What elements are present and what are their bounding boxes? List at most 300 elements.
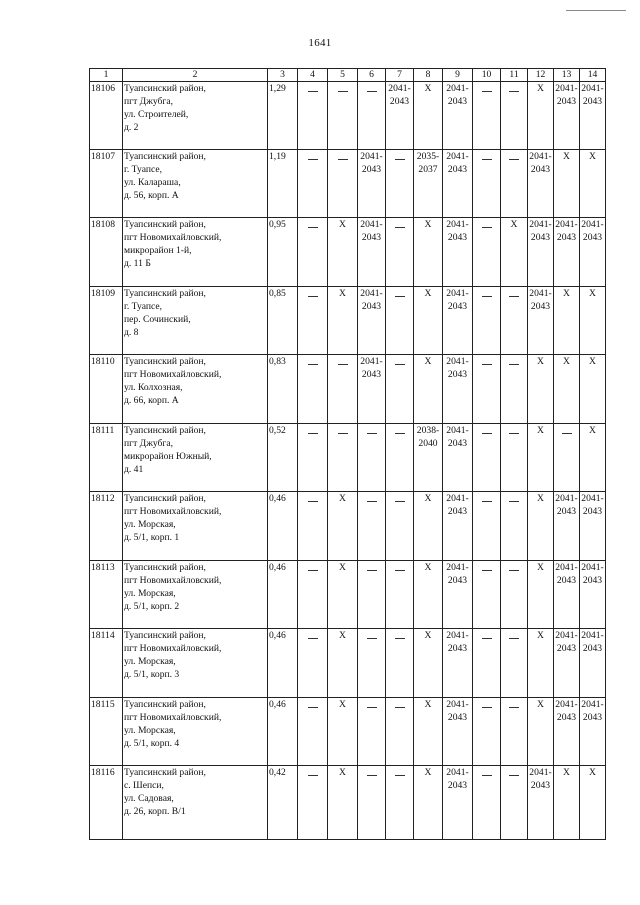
- work-period-cell: [414, 561, 443, 629]
- work-period-cell: [386, 492, 414, 561]
- work-period-cell: [414, 82, 443, 150]
- cell-text: 2043: [556, 575, 577, 586]
- cell-text: 2041-: [360, 356, 383, 367]
- work-period-cell: [443, 492, 473, 561]
- work-period-cell: [473, 766, 501, 840]
- dash-mark: [482, 296, 492, 297]
- cell-text: 2041-: [555, 493, 578, 504]
- work-period-cell: [358, 355, 386, 424]
- cell-text: 2041-: [555, 83, 578, 94]
- dash-mark: [482, 775, 492, 776]
- work-period-cell: [358, 766, 386, 840]
- address-line: ул. Садовая,: [124, 793, 174, 804]
- work-period-cell: [501, 492, 528, 561]
- work-period-cell: [528, 355, 554, 424]
- work-period-cell: [580, 150, 606, 218]
- area-cell: 0,46: [268, 698, 298, 766]
- cell-text: X: [589, 425, 596, 436]
- dash-mark: [395, 364, 405, 365]
- cell-text: 2041-: [446, 699, 469, 710]
- dash-mark: [509, 570, 519, 571]
- work-period-cell: [443, 287, 473, 355]
- work-period-cell: [328, 424, 358, 492]
- cell-text: X: [424, 288, 432, 299]
- address-line: пгт Новомихайловский,: [124, 369, 222, 380]
- dash-mark: [395, 296, 405, 297]
- work-period-cell: [501, 698, 528, 766]
- cell-text: 2043: [556, 712, 577, 723]
- address-line: Туапсинский район,: [124, 493, 206, 504]
- cell-text: X: [537, 356, 544, 367]
- work-period-cell: [386, 629, 414, 698]
- address-cell: [123, 355, 268, 424]
- work-period-cell: [358, 424, 386, 492]
- work-period-cell: [414, 150, 443, 218]
- cell-text: 2041-: [446, 493, 469, 504]
- work-period-cell: [473, 355, 501, 424]
- work-period-cell: [386, 150, 414, 218]
- work-period-cell: [554, 561, 580, 629]
- cell-text: X: [537, 562, 544, 573]
- column-header-1: 1: [90, 69, 123, 82]
- work-period-cell: [358, 82, 386, 150]
- cell-text: 2041-: [446, 425, 469, 436]
- table-row: [90, 492, 606, 561]
- work-period-cell: [443, 698, 473, 766]
- column-header-12: 12: [528, 69, 554, 82]
- cell-text: 2043: [556, 643, 577, 654]
- address-line: д. 2: [124, 122, 139, 133]
- table-row: [90, 82, 606, 150]
- work-period-cell: [298, 218, 328, 287]
- address-line: микрорайон Южный,: [124, 451, 212, 462]
- work-period-cell: [580, 766, 606, 840]
- work-period-cell: [298, 698, 328, 766]
- column-header-6: 6: [358, 69, 386, 82]
- address-line: г. Туапсе,: [124, 164, 162, 175]
- cell-text: 2043: [582, 232, 603, 243]
- cell-text: 2043: [447, 96, 468, 107]
- address-line: Туапсинский район,: [124, 767, 206, 778]
- cell-text: 2043: [556, 232, 577, 243]
- column-header-4: 4: [298, 69, 328, 82]
- address-line: Туапсинский район,: [124, 288, 206, 299]
- area-cell: 0,46: [268, 492, 298, 561]
- address-line: Туапсинский район,: [124, 83, 206, 94]
- cell-text: X: [563, 288, 570, 299]
- cell-text: 2041-: [388, 83, 411, 94]
- work-period-cell: [473, 287, 501, 355]
- dash-mark: [308, 227, 318, 228]
- dash-mark: [367, 638, 377, 639]
- cell-text: 2043: [530, 301, 551, 312]
- cell-text: 2043: [361, 369, 382, 380]
- cell-text: 2041-: [446, 83, 469, 94]
- address-line: ул. Колхозная,: [124, 382, 183, 393]
- row-number: 18106: [90, 82, 123, 150]
- address-line: микрорайон 1-й,: [124, 245, 192, 256]
- work-period-cell: [298, 424, 328, 492]
- work-period-cell: [443, 561, 473, 629]
- table-row: [90, 218, 606, 287]
- cell-text: 2035-: [416, 151, 440, 162]
- address-line: ул. Калараша,: [124, 177, 181, 188]
- work-period-cell: [414, 629, 443, 698]
- table-row: [90, 287, 606, 355]
- column-header-11: 11: [501, 69, 528, 82]
- work-period-cell: [473, 698, 501, 766]
- cell-text: 2043: [361, 232, 382, 243]
- address-line: Туапсинский район,: [124, 219, 206, 230]
- address-line: ул. Морская,: [124, 519, 176, 530]
- work-period-cell: [580, 355, 606, 424]
- work-period-cell: [298, 492, 328, 561]
- work-period-cell: [328, 287, 358, 355]
- work-period-cell: [528, 492, 554, 561]
- cell-text: 2043: [582, 506, 603, 517]
- address-line: пгт Новомихайловский,: [124, 232, 222, 243]
- address-line: д. 5/1, корп. 3: [124, 669, 180, 680]
- work-period-cell: [528, 766, 554, 840]
- cell-text: 2041-: [581, 219, 604, 230]
- cell-text: 2041-: [555, 219, 578, 230]
- work-period-cell: [328, 82, 358, 150]
- column-header-13: 13: [554, 69, 580, 82]
- cell-text: X: [589, 356, 596, 367]
- address-line: Туапсинский район,: [124, 630, 206, 641]
- row-number: 18108: [90, 218, 123, 287]
- cell-text: X: [339, 288, 346, 299]
- work-period-cell: [386, 287, 414, 355]
- work-period-cell: [298, 150, 328, 218]
- work-period-cell: [443, 150, 473, 218]
- work-period-cell: [328, 492, 358, 561]
- work-period-cell: [386, 424, 414, 492]
- dash-mark: [509, 501, 519, 502]
- address-cell: [123, 492, 268, 561]
- cell-text: X: [589, 288, 596, 299]
- work-period-cell: [501, 561, 528, 629]
- cell-text: X: [537, 699, 544, 710]
- cell-text: 2041-: [555, 630, 578, 641]
- cell-text: X: [424, 767, 432, 778]
- work-period-cell: [554, 82, 580, 150]
- cell-text: X: [339, 630, 346, 641]
- cell-text: X: [424, 562, 432, 573]
- work-period-cell: [473, 492, 501, 561]
- work-period-cell: [443, 218, 473, 287]
- cell-text: 2038-: [416, 425, 440, 436]
- cell-text: 2041-: [446, 767, 469, 778]
- dash-mark: [482, 433, 492, 434]
- column-header-8: 8: [414, 69, 443, 82]
- cell-text: 2043: [582, 575, 603, 586]
- dash-mark: [367, 775, 377, 776]
- work-period-cell: [580, 492, 606, 561]
- work-period-cell: [554, 355, 580, 424]
- work-period-cell: [554, 698, 580, 766]
- dash-mark: [509, 364, 519, 365]
- cell-text: 2041-: [529, 767, 552, 778]
- address-line: д. 11 Б: [124, 258, 151, 269]
- dash-mark: [308, 638, 318, 639]
- dash-mark: [308, 433, 318, 434]
- work-period-cell: [328, 150, 358, 218]
- dash-mark: [338, 433, 348, 434]
- work-period-cell: [328, 355, 358, 424]
- dash-mark: [395, 159, 405, 160]
- cell-text: 2043: [582, 643, 603, 654]
- work-period-cell: [501, 218, 528, 287]
- work-period-cell: [554, 492, 580, 561]
- address-line: д. 5/1, корп. 4: [124, 738, 180, 749]
- cell-text: X: [563, 767, 570, 778]
- column-header-14: 14: [580, 69, 606, 82]
- cell-text: X: [537, 425, 544, 436]
- cell-text: 2041-: [360, 151, 383, 162]
- row-number: 18110: [90, 355, 123, 424]
- column-header-2: 2: [123, 69, 268, 82]
- address-cell: [123, 150, 268, 218]
- work-period-cell: [298, 287, 328, 355]
- dash-mark: [338, 91, 348, 92]
- row-number: 18114: [90, 629, 123, 698]
- address-line: г. Туапсе,: [124, 301, 162, 312]
- row-number: 18113: [90, 561, 123, 629]
- top-rule: [566, 10, 626, 11]
- address-cell: [123, 629, 268, 698]
- address-line: ул. Строителей,: [124, 109, 189, 120]
- cell-text: 2043: [582, 96, 603, 107]
- row-number: 18111: [90, 424, 123, 492]
- work-period-cell: [580, 698, 606, 766]
- cell-text: 2041-: [446, 630, 469, 641]
- cell-text: X: [424, 630, 432, 641]
- work-period-cell: [501, 150, 528, 218]
- cell-text: 2041-: [360, 219, 383, 230]
- cell-text: X: [537, 630, 544, 641]
- dash-mark: [395, 638, 405, 639]
- address-cell: [123, 424, 268, 492]
- dash-mark: [482, 364, 492, 365]
- work-period-cell: [554, 766, 580, 840]
- area-cell: 0,46: [268, 561, 298, 629]
- work-period-cell: [298, 355, 328, 424]
- work-period-cell: [501, 355, 528, 424]
- table-row: [90, 698, 606, 766]
- work-period-cell: [501, 766, 528, 840]
- work-period-cell: [528, 218, 554, 287]
- work-period-cell: [328, 766, 358, 840]
- address-line: д. 5/1, корп. 2: [124, 601, 180, 612]
- table-row: [90, 424, 606, 492]
- dash-mark: [509, 707, 519, 708]
- address-line: ул. Морская,: [124, 725, 176, 736]
- work-period-cell: [528, 629, 554, 698]
- cell-text: X: [424, 699, 432, 710]
- area-cell: 0,46: [268, 629, 298, 698]
- work-period-cell: [554, 629, 580, 698]
- work-period-cell: [501, 424, 528, 492]
- dash-mark: [482, 91, 492, 92]
- cell-text: 2043: [556, 506, 577, 517]
- cell-text: X: [339, 493, 346, 504]
- dash-mark: [395, 775, 405, 776]
- cell-text: 2043: [447, 506, 468, 517]
- work-period-cell: [580, 287, 606, 355]
- work-period-cell: [358, 561, 386, 629]
- dash-mark: [482, 501, 492, 502]
- dash-mark: [308, 296, 318, 297]
- table-row: [90, 150, 606, 218]
- row-number: 18107: [90, 150, 123, 218]
- address-cell: [123, 766, 268, 840]
- address-line: пгт Новомихайловский,: [124, 712, 222, 723]
- row-number: 18115: [90, 698, 123, 766]
- dash-mark: [308, 707, 318, 708]
- work-period-cell: [414, 355, 443, 424]
- area-cell: 1,29: [268, 82, 298, 150]
- cell-text: X: [589, 151, 596, 162]
- column-header-3: 3: [268, 69, 298, 82]
- dash-mark: [482, 227, 492, 228]
- cell-text: 2043: [447, 780, 468, 791]
- dash-mark: [395, 501, 405, 502]
- dash-mark: [395, 227, 405, 228]
- work-period-cell: [358, 150, 386, 218]
- cell-text: 2043: [530, 164, 551, 175]
- address-cell: [123, 218, 268, 287]
- cell-text: 2043: [530, 232, 551, 243]
- column-header-7: 7: [386, 69, 414, 82]
- work-period-cell: [414, 698, 443, 766]
- address-line: Туапсинский район,: [124, 562, 206, 573]
- cell-text: X: [537, 83, 544, 94]
- table-row: [90, 766, 606, 840]
- column-header-10: 10: [473, 69, 501, 82]
- work-period-cell: [386, 218, 414, 287]
- dash-mark: [367, 433, 377, 434]
- work-period-cell: [528, 150, 554, 218]
- cell-text: 2041-: [555, 699, 578, 710]
- work-period-cell: [443, 82, 473, 150]
- work-period-cell: [580, 82, 606, 150]
- address-line: Туапсинский район,: [124, 151, 206, 162]
- work-period-cell: [298, 766, 328, 840]
- cell-text: X: [424, 493, 432, 504]
- cell-text: 2041-: [581, 83, 604, 94]
- work-period-cell: [473, 82, 501, 150]
- address-line: пер. Сочинский,: [124, 314, 191, 325]
- cell-text: 2043: [447, 643, 468, 654]
- cell-text: 2041-: [555, 562, 578, 573]
- cell-text: X: [424, 219, 432, 230]
- address-cell: [123, 561, 268, 629]
- dash-mark: [308, 501, 318, 502]
- work-period-cell: [501, 287, 528, 355]
- cell-text: 2041-: [446, 562, 469, 573]
- work-period-cell: [473, 629, 501, 698]
- address-line: ул. Морская,: [124, 656, 176, 667]
- address-line: Туапсинский район,: [124, 699, 206, 710]
- cell-text: 2041-: [446, 288, 469, 299]
- cell-text: 2041-: [446, 356, 469, 367]
- table-row: [90, 561, 606, 629]
- work-period-cell: [414, 766, 443, 840]
- cell-text: 2043: [447, 301, 468, 312]
- work-period-cell: [358, 218, 386, 287]
- work-period-cell: [358, 698, 386, 766]
- address-line: д. 56, корп. А: [124, 190, 179, 201]
- dash-mark: [509, 159, 519, 160]
- dash-mark: [338, 159, 348, 160]
- dash-mark: [308, 159, 318, 160]
- row-number: 18116: [90, 766, 123, 840]
- dash-mark: [308, 364, 318, 365]
- cell-text: 2043: [447, 164, 468, 175]
- work-period-cell: [386, 766, 414, 840]
- work-period-cell: [528, 698, 554, 766]
- cell-text: 2041-: [529, 151, 552, 162]
- dash-mark: [367, 707, 377, 708]
- work-period-cell: [473, 218, 501, 287]
- page-number: 1641: [308, 37, 332, 49]
- cell-text: 2041-: [446, 151, 469, 162]
- address-line: Туапсинский район,: [124, 356, 206, 367]
- cell-text: X: [510, 219, 518, 230]
- cell-text: 2040: [418, 438, 438, 449]
- work-period-cell: [528, 424, 554, 492]
- cell-text: 2043: [389, 96, 410, 107]
- dash-mark: [367, 91, 377, 92]
- row-number: 18109: [90, 287, 123, 355]
- address-cell: [123, 698, 268, 766]
- address-line: д. 26, корп. В/1: [124, 806, 186, 817]
- work-period-cell: [358, 492, 386, 561]
- cell-text: X: [563, 151, 570, 162]
- cell-text: 2043: [447, 369, 468, 380]
- work-period-cell: [443, 766, 473, 840]
- dash-mark: [509, 775, 519, 776]
- area-cell: 0,83: [268, 355, 298, 424]
- work-period-cell: [328, 561, 358, 629]
- work-period-cell: [298, 561, 328, 629]
- dash-mark: [482, 570, 492, 571]
- work-period-cell: [328, 629, 358, 698]
- area-cell: 0,42: [268, 766, 298, 840]
- work-period-cell: [554, 424, 580, 492]
- address-line: пгт Джубга,: [124, 438, 173, 449]
- dash-mark: [395, 570, 405, 571]
- cell-text: 2041-: [446, 219, 469, 230]
- work-period-cell: [386, 82, 414, 150]
- work-period-cell: [414, 287, 443, 355]
- dash-mark: [395, 433, 405, 434]
- work-period-cell: [358, 287, 386, 355]
- cell-text: X: [563, 356, 570, 367]
- work-period-cell: [298, 629, 328, 698]
- address-line: с. Шепси,: [124, 780, 164, 791]
- address-line: Туапсинский район,: [124, 425, 206, 436]
- work-period-cell: [414, 218, 443, 287]
- column-number-row: [90, 69, 606, 82]
- dash-mark: [482, 707, 492, 708]
- address-line: ул. Морская,: [124, 588, 176, 599]
- work-period-cell: [386, 355, 414, 424]
- work-period-cell: [473, 561, 501, 629]
- cell-text: 2043: [530, 780, 551, 791]
- address-line: д. 66, корп. А: [124, 395, 179, 406]
